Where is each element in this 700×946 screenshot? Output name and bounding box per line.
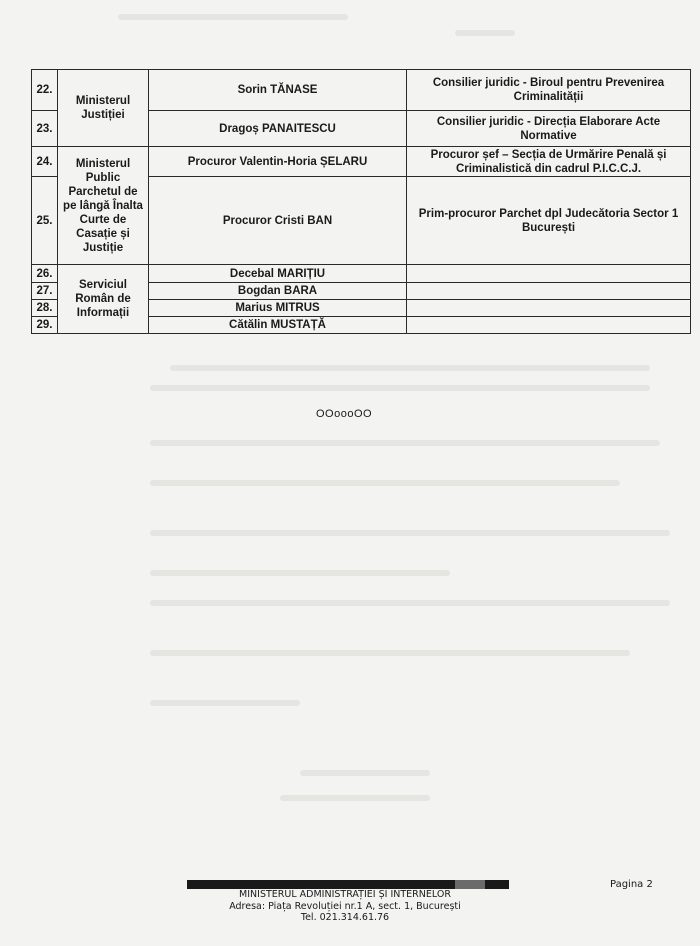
bleed-through-text — [150, 480, 620, 486]
bleed-through-text — [280, 795, 430, 801]
person-name: Marius MITRUS — [149, 300, 407, 317]
bleed-through-text — [150, 650, 630, 656]
footer-ministry: MINISTERUL ADMINISTRAȚIEI ȘI INTERNELOR — [239, 889, 451, 900]
footer-divider-bar — [187, 880, 509, 889]
row-number: 23. — [32, 111, 58, 147]
page-number: Pagina 2 — [610, 879, 653, 890]
footer-bar-notch — [455, 880, 485, 889]
footer-address: Adresa: Piața Revoluției nr.1 A, sect. 1, București — [229, 900, 461, 912]
footer — [180, 889, 510, 924]
institution-cell: Serviciul Român de Informații — [58, 265, 149, 334]
personnel-table — [31, 69, 691, 334]
row-number: 24. — [32, 147, 58, 177]
bleed-through-text — [170, 365, 650, 371]
section-separator: OOoooOO — [316, 408, 373, 420]
person-role: Procuror șef – Secția de Urmărire Penală și Criminalistică din cadrul P.I.C.C.J. — [407, 147, 691, 177]
person-role: Consilier juridic - Biroul pentru Prevenirea Criminalității — [407, 70, 691, 111]
person-name: Bogdan BARA — [149, 283, 407, 300]
row-number: 26. — [32, 265, 58, 283]
bleed-through-text — [150, 440, 660, 446]
row-number: 29. — [32, 317, 58, 334]
row-number: 28. — [32, 300, 58, 317]
footer-phone: Tel. 021.314.61.76 — [300, 912, 390, 923]
bleed-through-text — [150, 385, 650, 391]
institution-cell: Ministerul Justiției — [58, 70, 149, 147]
table-row — [32, 147, 691, 177]
person-name: Sorin TĂNASE — [149, 70, 407, 111]
bleed-through-text — [455, 30, 515, 36]
bleed-through-text — [118, 14, 348, 20]
person-role — [407, 317, 691, 334]
person-name: Decebal MARIȚIU — [149, 265, 407, 283]
person-role — [407, 283, 691, 300]
institution-cell: Ministerul Public Parchetul de pe lângă Înalta Curte de Casație și Justiție — [58, 147, 149, 265]
bleed-through-text — [150, 530, 670, 536]
person-role — [407, 300, 691, 317]
table-row — [32, 70, 691, 111]
person-role: Consilier juridic - Direcția Elaborare Acte Normative — [407, 111, 691, 147]
row-number: 22. — [32, 70, 58, 111]
person-name: Procuror Valentin-Horia ȘELARU — [149, 147, 407, 177]
bleed-through-text — [150, 570, 450, 576]
person-name: Dragoș PANAITESCU — [149, 111, 407, 147]
person-role: Prim-procuror Parchet dpl Judecătoria Sector 1 București — [407, 177, 691, 265]
row-number: 25. — [32, 177, 58, 265]
bleed-through-text — [300, 770, 430, 776]
person-name: Cătălin MUSTAȚĂ — [149, 317, 407, 334]
bleed-through-text — [150, 600, 670, 606]
table-row — [32, 265, 691, 283]
row-number: 27. — [32, 283, 58, 300]
person-role — [407, 265, 691, 283]
person-name: Procuror Cristi BAN — [149, 177, 407, 265]
bleed-through-text — [150, 700, 300, 706]
